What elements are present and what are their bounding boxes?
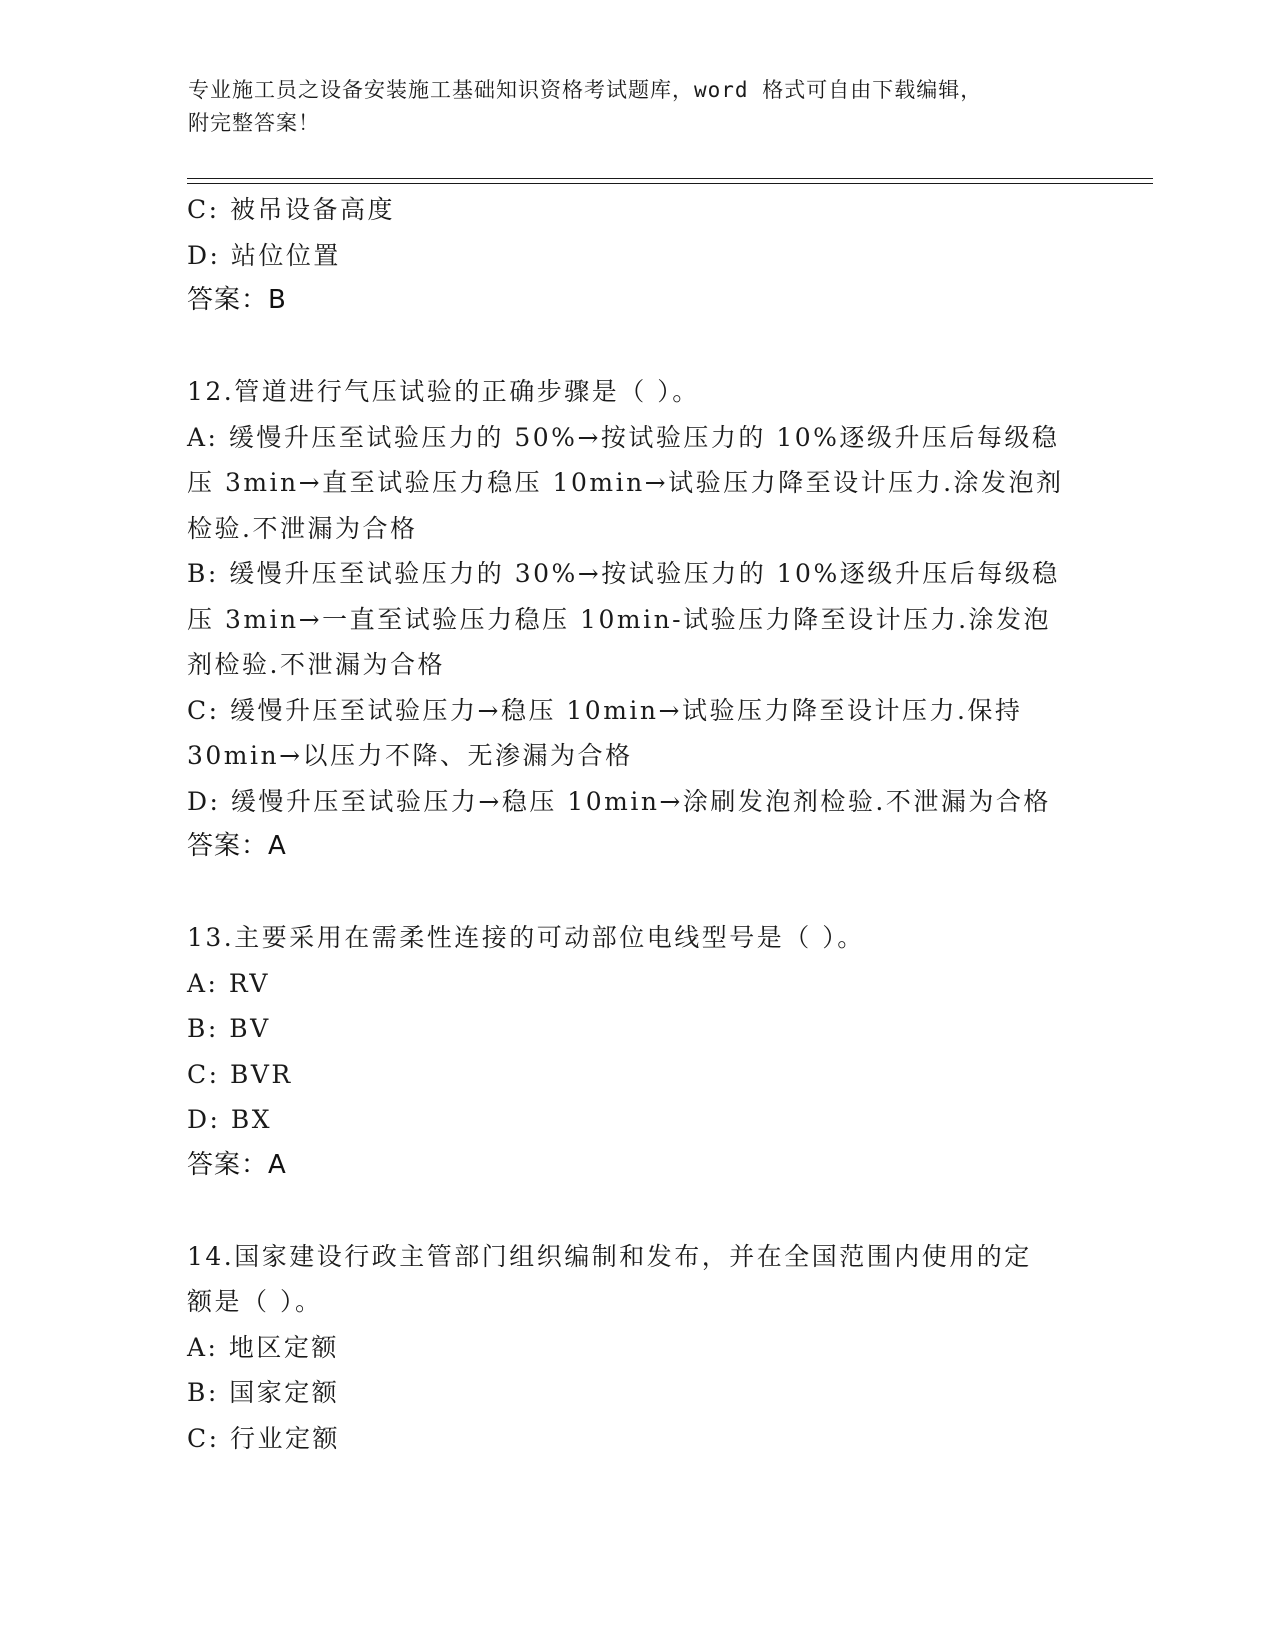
option-a: A: 地区定额 xyxy=(187,1332,339,1362)
question-11 xyxy=(187,187,1087,324)
question-stem: 13.主要采用在需柔性连接的可动部位电线型号是（ ）。 xyxy=(187,923,865,952)
option-b: B: 国家定额 xyxy=(187,1378,340,1407)
option-b-line-2: 压 3min→一直至试验压力稳压 10min-试验压力降至设计压力.涂发泡 xyxy=(187,604,1052,634)
answer: 答案：B xyxy=(187,285,287,315)
document-header xyxy=(188,74,1068,140)
question-12 xyxy=(187,369,1087,870)
option-a: A: RV xyxy=(187,968,270,998)
spacer xyxy=(187,870,1087,916)
option-c: C: BVR xyxy=(187,1059,293,1089)
header-line-2: 附完整答案！ xyxy=(188,111,320,135)
option-c-line-1: C: 缓慢升压至试验压力→稳压 10min→试验压力降至设计压力.保持 xyxy=(187,695,1023,725)
header-divider-bottom xyxy=(187,183,1153,184)
header-line-1: 专业施工员之设备安装施工基础知识资格考试题库，word 格式可自由下载编辑， xyxy=(188,78,983,102)
option-c: C: 被吊设备高度 xyxy=(187,195,395,224)
option-a-line-1: A: 缓慢升压至试验压力的 50%→按试验压力的 10%逐级升压后每级稳 xyxy=(187,422,1060,452)
spacer xyxy=(187,324,1087,370)
question-stem-line-1: 14.国家建设行政主管部门组织编制和发布，并在全国范围内使用的定 xyxy=(187,1241,1032,1271)
option-d-line-1: D: 缓慢升压至试验压力→稳压 10min→涂刷发泡剂检验.不泄漏为合格 xyxy=(187,786,1051,816)
option-a-line-3: 检验.不泄漏为合格 xyxy=(187,513,418,543)
header-divider-top xyxy=(187,178,1153,179)
option-c: C: 行业定额 xyxy=(187,1423,340,1453)
option-a-line-2: 压 3min→直至试验压力稳压 10min→试验压力降至设计压力.涂发泡剂 xyxy=(187,468,1064,497)
option-b-line-1: B: 缓慢升压至试验压力的 30%→按试验压力的 10%逐级升压后每级稳 xyxy=(187,559,1060,588)
question-13 xyxy=(187,915,1087,1188)
question-stem-line-2: 额是（ ）。 xyxy=(187,1287,323,1316)
option-d: D: BX xyxy=(187,1105,273,1134)
question-list xyxy=(187,187,1087,1461)
question-14 xyxy=(187,1234,1087,1462)
question-stem: 12.管道进行气压试验的正确步骤是（ ）。 xyxy=(187,377,700,406)
answer: 答案：A xyxy=(187,831,287,861)
option-c-line-2: 30min→以压力不降、无渗漏为合格 xyxy=(187,741,633,770)
option-b: B: BV xyxy=(187,1014,271,1043)
option-d: D: 站位位置 xyxy=(187,240,341,270)
option-b-line-3: 剂检验.不泄漏为合格 xyxy=(187,650,445,679)
answer: 答案：A xyxy=(187,1149,287,1180)
spacer xyxy=(187,1188,1087,1234)
